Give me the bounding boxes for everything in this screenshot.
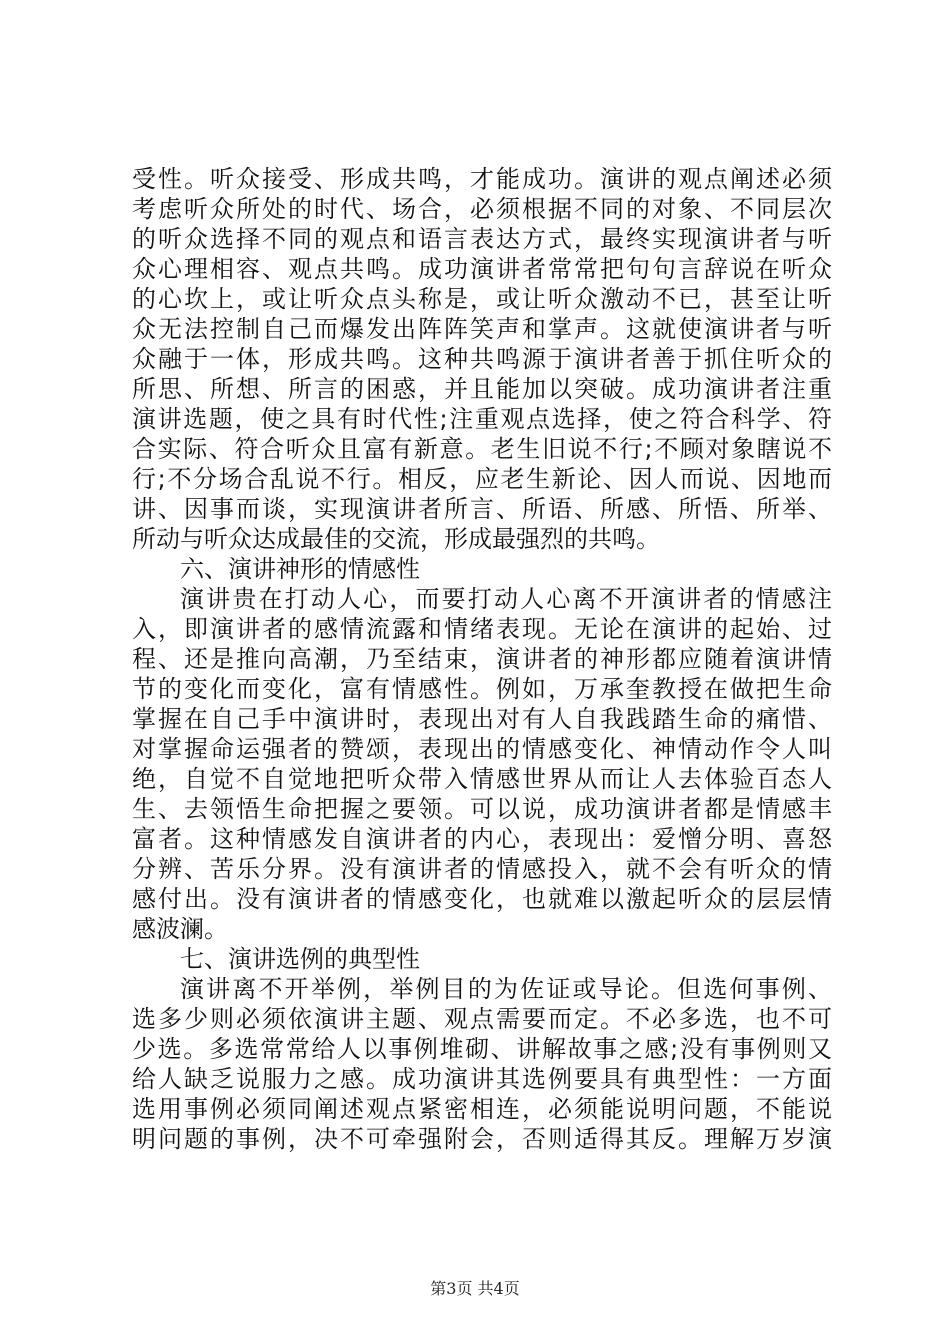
text-line: 明问题的事例，决不可牵强附会，否则适得其反。理解万岁演	[132, 1125, 832, 1153]
text-line: 受性。听众接受、形成共鸣，才能成功。演讲的观点阐述必须	[132, 165, 832, 193]
text-line: 掌握在自己手中演讲时，表现出对有人自我践踏生命的痛惜、	[132, 705, 832, 733]
text-line: 演讲离不开举例，举例目的为佐证或导论。但选何事例、	[180, 975, 832, 1003]
text-line: 入，即演讲者的感情流露和情绪表现。无论在演讲的起始、过	[132, 615, 832, 643]
text-line: 感波澜。	[132, 915, 228, 943]
text-line: 分辨、苦乐分界。没有演讲者的情感投入，就不会有听众的情	[132, 855, 832, 883]
section-heading: 六、演讲神形的情感性	[180, 555, 420, 583]
text-line: 选多少则必须依演讲主题、观点需要而定。不必多选，也不可	[132, 1005, 832, 1033]
text-line: 的听众选择不同的观点和语言表达方式，最终实现演讲者与听	[132, 225, 832, 253]
text-line: 所思、所想、所言的困惑，并且能加以突破。成功演讲者注重	[132, 375, 832, 403]
text-line: 的心坎上，或让听众点头称是，或让听众激动不已，甚至让听	[132, 285, 832, 313]
text-line: 绝，自觉不自觉地把听众带入情感世界从而让人去体验百态人	[132, 765, 832, 793]
text-line: 对掌握命运强者的赞颂，表现出的情感变化、神情动作令人叫	[132, 735, 832, 763]
text-line: 选用事例必须同阐述观点紧密相连，必须能说明问题，不能说	[132, 1095, 832, 1123]
text-line: 程、还是推向高潮，乃至结束，演讲者的神形都应随着演讲情	[132, 645, 832, 673]
text-line: 感付出。没有演讲者的情感变化，也就难以激起听众的层层情	[132, 885, 832, 913]
text-line: 考虑听众所处的时代、场合，必须根据不同的对象、不同层次	[132, 195, 832, 223]
text-line: 讲、因事而谈，实现演讲者所言、所语、所感、所悟、所举、	[132, 495, 832, 523]
text-line: 节的变化而变化，富有情感性。例如，万承奎教授在做把生命	[132, 675, 832, 703]
text-line: 富者。这种情感发自演讲者的内心，表现出：爱憎分明、喜怒	[132, 825, 832, 853]
text-line: 众无法控制自己而爆发出阵阵笑声和掌声。这就使演讲者与听	[132, 315, 832, 343]
text-line: 演讲贵在打动人心，而要打动人心离不开演讲者的情感注	[180, 585, 832, 613]
section-heading: 七、演讲选例的典型性	[180, 945, 420, 973]
text-line: 演讲选题，使之具有时代性;注重观点选择，使之符合科学、符	[132, 405, 832, 433]
text-line: 行;不分场合乱说不行。相反，应老生新论、因人而说、因地而	[132, 465, 832, 493]
text-line: 少选。多选常常给人以事例堆砌、讲解故事之感;没有事例则又	[132, 1035, 832, 1063]
text-line: 众心理相容、观点共鸣。成功演讲者常常把句句言辞说在听众	[132, 255, 832, 283]
page-footer: 第3页 共4页	[430, 1279, 520, 1298]
text-line: 给人缺乏说服力之感。成功演讲其选例要具有典型性：一方面	[132, 1065, 832, 1093]
text-line: 生、去领悟生命把握之要领。可以说，成功演讲者都是情感丰	[132, 795, 832, 823]
document-body	[132, 164, 832, 1154]
text-line: 合实际、符合听众且富有新意。老生旧说不行;不顾对象瞎说不	[132, 435, 832, 463]
text-line: 众融于一体，形成共鸣。这种共鸣源于演讲者善于抓住听众的	[132, 345, 832, 373]
text-line: 所动与听众达成最佳的交流，形成最强烈的共鸣。	[132, 525, 660, 553]
